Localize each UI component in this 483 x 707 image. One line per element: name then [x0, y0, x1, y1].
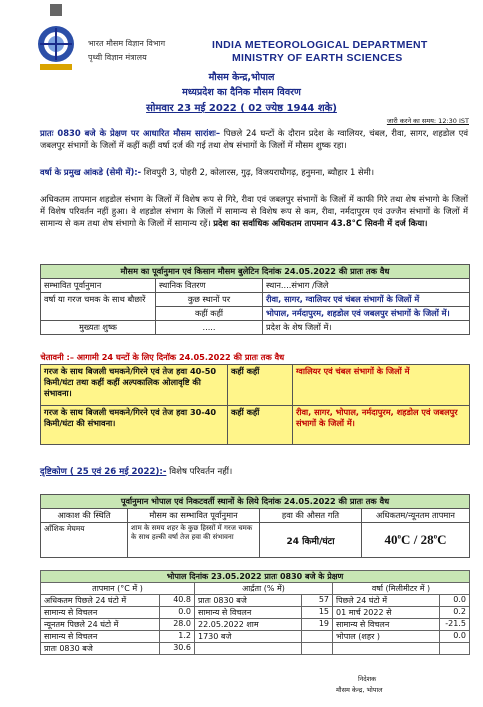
- org-english-line2: MINISTRY OF EARTH SCIENCES: [232, 52, 403, 64]
- forecast-distribution: .....: [156, 321, 263, 335]
- obs-value: 30.6: [160, 643, 195, 655]
- forecast-area: भोपाल, नर्मदापुरम, शहडोल एवं जबलपुर संभागों के जिलों में।: [263, 307, 470, 321]
- warning-area: रीवा, सागर, भोपाल, नर्मदापुरम, शहडोल एवं जबलपुर संभागों के जिलों में।: [293, 406, 470, 445]
- max-temp-value: 40: [384, 532, 398, 547]
- obs-value: -21.5: [440, 619, 470, 631]
- forecast-area: रीवा, सागर, ग्वालियर एवं चंबल संभागों के जिलों में: [263, 293, 470, 307]
- rain-label: वर्षा के प्रमुख आंकडे (सेमी में):-: [40, 167, 142, 177]
- obs-col-header: आर्द्रता (% में): [195, 583, 333, 595]
- outlook: [40, 465, 232, 477]
- table-row: [41, 619, 470, 631]
- table-row: [41, 293, 470, 307]
- obs-value: 40.8: [160, 595, 195, 607]
- forecast-col-header: स्थानिक वितरण: [156, 279, 263, 293]
- obs-label: 1730 बजे: [195, 631, 302, 643]
- org-hindi-line1: भारत मौसम विज्ञान विभाग: [88, 39, 166, 48]
- warning-header: चेतावनी :– आगामी 24 घन्टों के लिए दिनॉक 24.05.2022 की प्रातः तक वैध: [40, 352, 285, 362]
- rain-text: शिवपुरी 3, पोहरी 2, कोलारस, गुढ़, विजयराघौगढ़, हनुमना, ब्यौहार 1 सेमी।: [143, 167, 375, 177]
- table-row: [41, 595, 470, 607]
- wind-speed: 24 किमी/घंटा: [260, 523, 362, 558]
- observation-header: भोपाल दिनांक 23.05.2022 प्रातः 0830 बजे के प्रेक्षण: [41, 571, 470, 583]
- obs-label: प्रातः 0830 बजे: [195, 595, 302, 607]
- signatory-designation: निदेशक: [358, 675, 377, 683]
- forecast-table: [40, 264, 470, 335]
- obs-label: सामान्य से विचलन: [333, 619, 440, 631]
- table-row: [41, 643, 470, 655]
- obs-label: सामान्य से विचलन: [41, 631, 160, 643]
- forecast-header: मौसम का पूर्वानुमान एवं किसान मौसम बुलेटिन दिनांक 24.05.2022 की प्रातः तक वैध: [41, 265, 470, 279]
- bulletin-date: सोमवार 23 मई 2022 ( 02 ज्येष्ठ 1944 शके): [146, 103, 337, 114]
- forecast-distribution: कहीं कहीं: [156, 307, 263, 321]
- expected-weather: शाम के समय शहर के कुछ हिस्सों में गरज चमक के साथ हल्की वर्षा तेज हवा की संभावना: [128, 523, 260, 558]
- obs-value: [302, 631, 333, 643]
- obs-value: [440, 643, 470, 655]
- warning-distribution: कहीं कहीं: [228, 406, 293, 445]
- temp-text: अधिकतम तापमान शहडोल संभाग के जिलों में विशेष रूप से गिरे, रीवा एवं जबलपुर संभागों के जिलों में काफी गिरे तथा शेष संभागो के जिलों में विशेष परिवर्तन नहीं हुआ। वे शहडोल संभाग के जिलों में सामान्य से विशेष रूप से कम, रीवा, नर्मदापुरम एवं उज्जैन संभागों के जिलों में सामान्य से कम तथा शेष संभागो के जिलों में सामान्य रहें।: [40, 194, 468, 228]
- bulletin-title: मध्यप्रदेश का दैनिक मौसम विवरण: [182, 87, 301, 98]
- observation-table: [40, 570, 470, 655]
- org-hindi-line2: पृथ्वी विज्ञान मंत्रालय: [88, 53, 147, 62]
- bhopal-forecast-table: [40, 494, 470, 558]
- min-temp-value: 28: [420, 532, 434, 547]
- max-temp-text: प्रदेश का सर्वाधिक अधिकतम तापमान 43.8°C सिवनी में दर्ज किया।: [213, 218, 428, 228]
- obs-value: 1.2: [160, 631, 195, 643]
- table-row: [41, 607, 470, 619]
- outlook-text: विशेष परिवर्तन नहीं।: [169, 467, 233, 477]
- warning-text: गरज के साथ बिजली चमकने/गिरने एवं तेज हवा 40-50 किमी/घंटा तथा कहीं कहीं अल्पकालिक ओलावृष्टि की संभावना।: [41, 365, 228, 406]
- temp-unit: C: [437, 532, 447, 547]
- rainfall-data: [40, 166, 468, 178]
- obs-label: 01 मार्च 2022 से: [333, 607, 440, 619]
- signatory-office: मौसम केन्द्र, भोपाल: [336, 686, 383, 694]
- obs-label: सामान्य से विचलन: [41, 607, 160, 619]
- obs-value: 0.0: [440, 595, 470, 607]
- obs-label: [333, 643, 440, 655]
- outlook-label: दृष्टिकोण ( 25 एवं 26 मई 2022):-: [40, 467, 167, 477]
- forecast-col-header: सम्भावित पूर्वानुमान: [41, 279, 156, 293]
- table-row: [41, 523, 470, 558]
- centre-name: मौसम केन्द्र,भोपाल: [208, 72, 275, 83]
- table-row: [41, 321, 470, 335]
- summary-text: पिछले 24 घन्टों के दौरान प्रदेश के ग्वालियर, चंबल, रीवा, सागर, शहडोल एवं जबलपुर संभागों के जिलों में कहीं कहीं वर्षा दर्ज की गई तथा शेष संभागों के जिलों में मौसम शुष्क रहा।: [40, 128, 468, 150]
- warning-area: ग्वालियर एवं चंबल संभागों के जिलों में: [293, 365, 470, 406]
- issue-time: जारी करने का समय: 12:30 IST: [386, 117, 469, 125]
- obs-label: न्यूनतम पिछले 24 घंटो में: [41, 619, 160, 631]
- obs-label: अधिकतम पिछले 24 घंटो में: [41, 595, 160, 607]
- sky-condition: आँशिक मेघमय: [41, 523, 128, 558]
- max-min-temperature: 40$^o$C / 28$^o$C: [362, 523, 470, 558]
- bhopal-col-header: आकाश की स्थिति: [41, 509, 128, 523]
- bhopal-col-header: मौसम का सम्भावित पूर्वानुमान: [128, 509, 260, 523]
- obs-label: 22.05.2022 शाम: [195, 619, 302, 631]
- forecast-col-header: स्थान....संभाग /जिले: [263, 279, 470, 293]
- obs-label: [195, 643, 302, 655]
- bhopal-forecast-header: पूर्वानुमान भोपाल एवं निकटवर्ती स्थानों के लिये दिनांक 24.05.2022 की प्रातः तक वैध: [41, 495, 470, 509]
- forecast-type: मुख्यतः शुष्क: [41, 321, 156, 335]
- forecast-type: वर्षा या गरज चमक के साथ बौछारें: [41, 293, 156, 321]
- temperature-summary: [40, 193, 468, 229]
- table-row: [41, 631, 470, 643]
- obs-value: 57: [302, 595, 333, 607]
- warning-text: गरज के साथ बिजली चमकने/गिरने एवं तेज हवा 30-40 किमी/घंटा की संभावना।: [41, 406, 228, 445]
- obs-label: प्रातः 0830 बजे: [41, 643, 160, 655]
- warning-distribution: कहीं कहीं: [228, 365, 293, 406]
- forecast-distribution: कुछ स्थानों पर: [156, 293, 263, 307]
- temp-unit: C: [401, 532, 411, 547]
- bhopal-col-header: अधिकतम/न्यूनतम तापमान: [362, 509, 470, 523]
- obs-value: 15: [302, 607, 333, 619]
- obs-label: सामान्य से विचलन: [195, 607, 302, 619]
- org-english-line1: INDIA METEOROLOGICAL DEPARTMENT: [212, 39, 428, 51]
- weather-summary: [40, 127, 468, 151]
- obs-col-header: वर्षा (मिलीमीटर में ): [333, 583, 470, 595]
- bhopal-col-header: हवा की औसत गति: [260, 509, 362, 523]
- obs-value: 0.0: [160, 607, 195, 619]
- obs-value: 0.0: [440, 631, 470, 643]
- obs-col-header: तापमान (°C में ): [41, 583, 195, 595]
- obs-label: पिछले 24 घंटो में: [333, 595, 440, 607]
- forecast-area: प्रदेश के शेष जिलों में।: [263, 321, 470, 335]
- table-row: [41, 365, 470, 406]
- warning-table: [40, 351, 470, 445]
- obs-value: 0.2: [440, 607, 470, 619]
- obs-value: [302, 643, 333, 655]
- obs-value: 19: [302, 619, 333, 631]
- obs-label: भोपाल (शहर ): [333, 631, 440, 643]
- obs-value: 28.0: [160, 619, 195, 631]
- table-row: [41, 406, 470, 445]
- summary-label: प्रातः 0830 बजे के प्रेक्षण पर आधारित मौसम सारांशः–: [40, 128, 221, 138]
